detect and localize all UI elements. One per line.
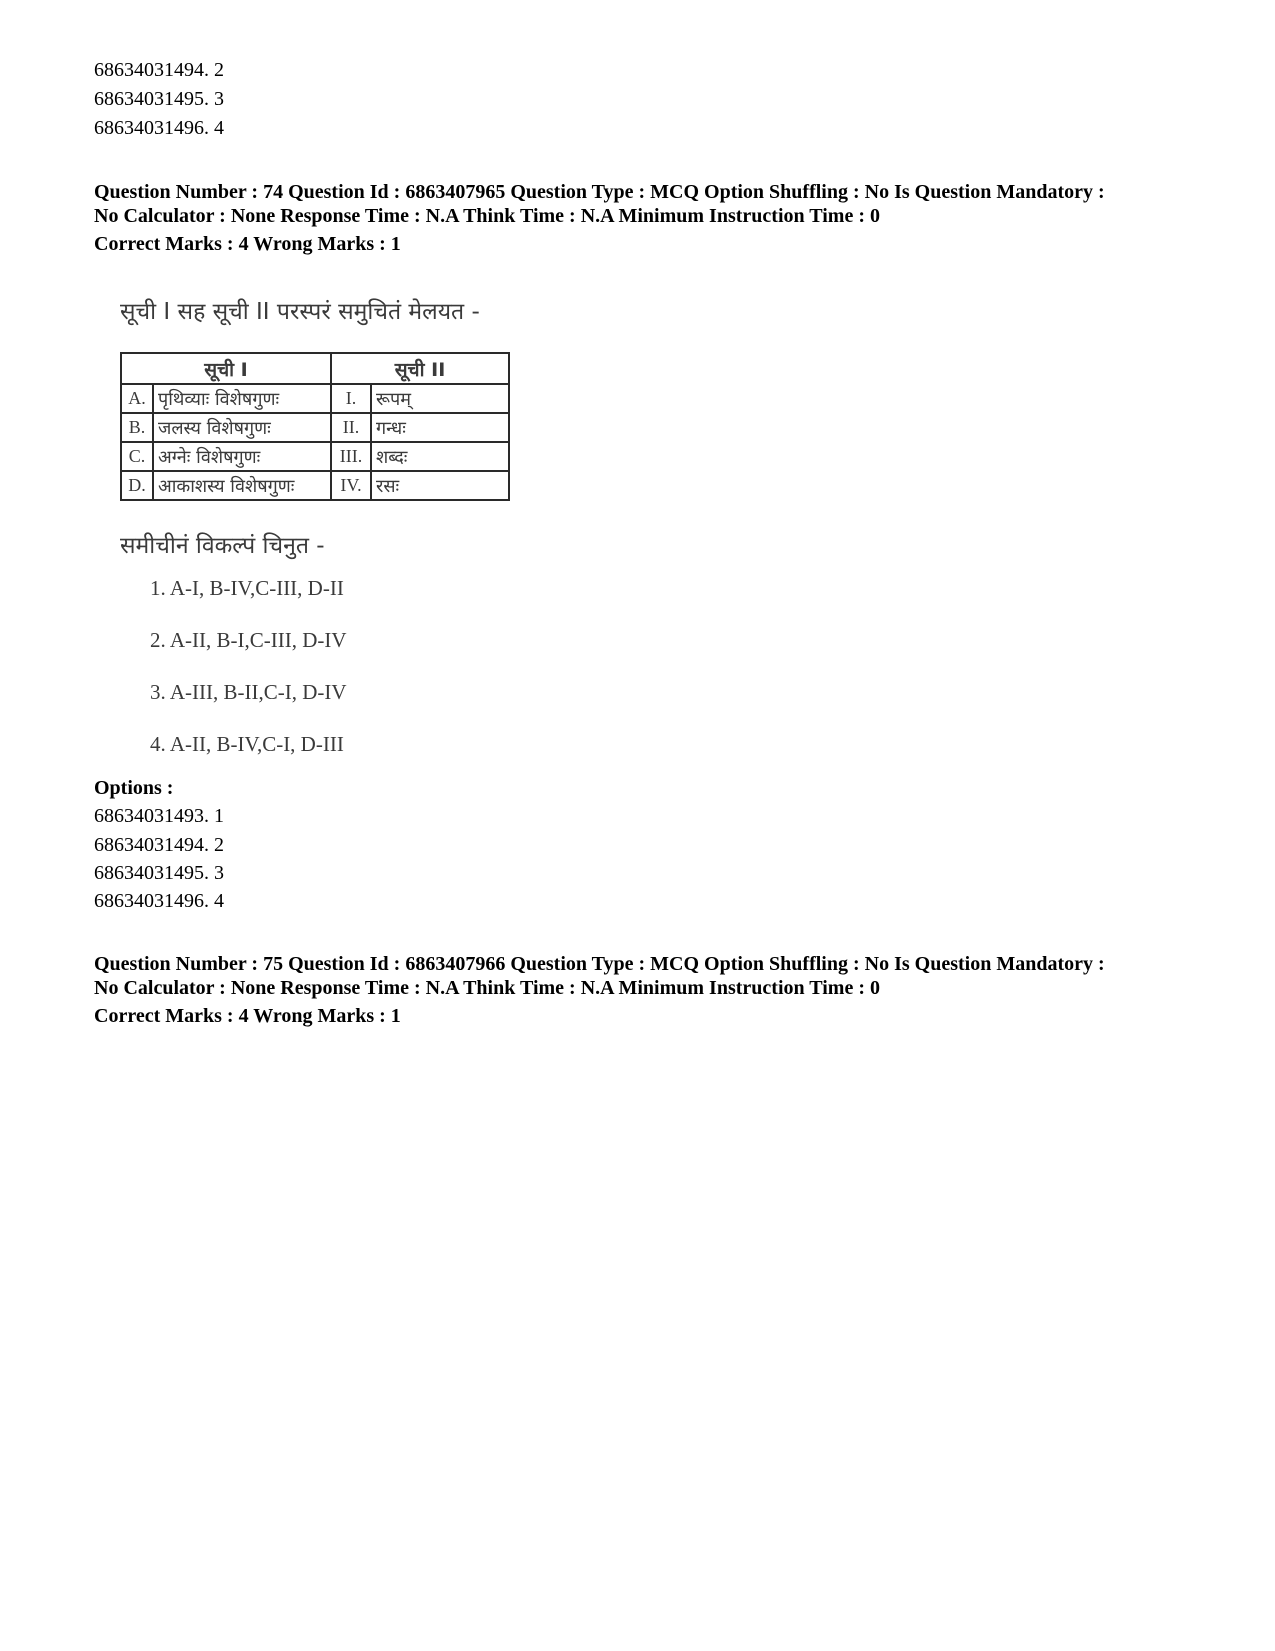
prev-option-2: 68634031494. 2	[94, 59, 224, 81]
row-value-iii: शब्दः	[371, 442, 509, 471]
q74-marks: Correct Marks : 4 Wrong Marks : 1	[94, 233, 401, 255]
row-value-i: रूपम्	[371, 384, 509, 413]
q74-match-table	[120, 352, 510, 501]
table-row	[121, 442, 509, 471]
q74-image-prompt: समीचीनं विकल्पं चिनुत -	[120, 533, 325, 559]
table-header-row	[121, 353, 509, 384]
q74-header-line1: Question Number : 74 Question Id : 6863407965 Question Type : MCQ Option Shuffling : No Is Question Mandatory :	[94, 181, 1105, 203]
row-value-b: जलस्य विशेषगुणः	[153, 413, 331, 442]
q75-header-line2: No Calculator : None Response Time : N.A Think Time : N.A Minimum Instruction Time : 0	[94, 977, 880, 999]
q74-choice-2: 2. A-II, B-I,C-III, D-IV	[150, 628, 347, 652]
row-label-iv: IV.	[331, 471, 371, 500]
row-label-b: B.	[121, 413, 153, 442]
prev-option-4: 68634031496. 4	[94, 117, 224, 139]
row-label-c: C.	[121, 442, 153, 471]
table-row	[121, 471, 509, 500]
col2-header: सूची II	[331, 353, 509, 384]
col1-header: सूची I	[121, 353, 331, 384]
q75-marks: Correct Marks : 4 Wrong Marks : 1	[94, 1005, 401, 1027]
table-row	[121, 384, 509, 413]
row-value-d: आकाशस्य विशेषगुणः	[153, 471, 331, 500]
q75-header-line1: Question Number : 75 Question Id : 6863407966 Question Type : MCQ Option Shuffling : No Is Question Mandatory :	[94, 953, 1105, 975]
row-value-c: अग्नेः विशेषगुणः	[153, 442, 331, 471]
row-label-a: A.	[121, 384, 153, 413]
q74-option-3: 68634031495. 3	[94, 862, 224, 884]
prev-option-3: 68634031495. 3	[94, 88, 224, 110]
row-label-i: I.	[331, 384, 371, 413]
row-label-ii: II.	[331, 413, 371, 442]
row-value-a: पृथिव्याः विशेषगुणः	[153, 384, 331, 413]
row-value-ii: गन्धः	[371, 413, 509, 442]
row-label-iii: III.	[331, 442, 371, 471]
q74-image-title: सूची I सह सूची II परस्परं समुचितं मेलयत -	[120, 299, 480, 325]
q74-option-1: 68634031493. 1	[94, 805, 224, 827]
q74-option-4: 68634031496. 4	[94, 890, 224, 912]
table-row	[121, 413, 509, 442]
q74-header-line2: No Calculator : None Response Time : N.A Think Time : N.A Minimum Instruction Time : 0	[94, 205, 880, 227]
q74-choice-4: 4. A-II, B-IV,C-I, D-III	[150, 732, 344, 756]
q74-choice-1: 1. A-I, B-IV,C-III, D-II	[150, 576, 344, 600]
q74-option-2: 68634031494. 2	[94, 834, 224, 856]
q74-choice-3: 3. A-III, B-II,C-I, D-IV	[150, 680, 347, 704]
row-value-iv: रसः	[371, 471, 509, 500]
q74-question-image	[116, 282, 546, 792]
q74-options-label: Options :	[94, 777, 174, 799]
row-label-d: D.	[121, 471, 153, 500]
